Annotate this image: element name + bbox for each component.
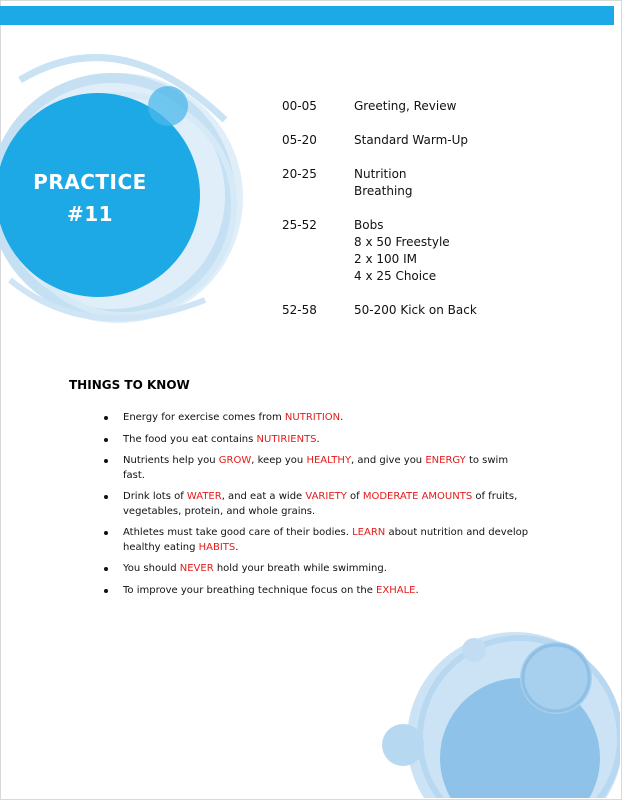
bullet-dot-icon [104,531,108,535]
bullet-text: , keep you [251,455,307,466]
bullet-item [104,526,529,555]
bullet-text: Drink lots of [123,491,187,502]
bullet-text: You should [123,563,180,574]
schedule-time: 25-52 [282,218,317,232]
schedule-activity: Bobs [354,218,384,232]
schedule-activity: 4 x 25 Choice [354,269,437,283]
schedule-activity: Breathing [354,184,413,198]
schedule-activities [354,132,477,149]
bullet-text: about nutrition and develop healthy eating [123,527,529,553]
schedule-time: 00-05 [282,99,317,113]
bullet-text: to swim fast. [123,455,509,481]
bullet-dot-icon [104,495,108,499]
bullet-text: , and eat a wide [221,491,306,502]
bullet-dot-icon [104,459,108,463]
highlighted-keyword: HEALTHY [306,455,352,466]
schedule-activities [354,302,477,319]
practice-title-line1: PRACTICE [33,170,147,194]
bullet-text: . [235,541,239,553]
schedule-activity: Nutrition [354,167,407,181]
bullet-text: To improve your breathing technique focus on the [123,584,377,596]
highlighted-keyword: WATER [186,491,222,502]
bullet-item [104,411,529,426]
schedule-activities [354,217,477,285]
bullet-item [104,433,529,448]
schedule-row [282,98,477,115]
highlighted-keyword: NEVER [179,563,214,574]
bullet-item [104,490,529,519]
bullet-text: . [415,584,419,596]
bullet-dot-icon [104,416,108,420]
highlighted-keyword: VARIETY [305,491,347,502]
bullet-text: of fruits, vegetables, protein, and whole grains. [123,491,518,517]
bullet-text: The food you eat contains [123,433,257,445]
schedule-activity: 8 x 50 Freestyle [354,235,450,249]
highlighted-keyword: EXHALE [376,584,416,596]
schedule-row [282,302,477,319]
schedule-time: 52-58 [282,303,317,317]
bullet-text: , and give you [351,455,426,466]
highlighted-keyword: GROW [218,455,252,466]
schedule-activities [354,98,477,115]
bullet-text: of [346,491,363,502]
schedule-activity: 2 x 100 IM [354,252,417,266]
bullet-text: Nutrients help you [123,455,219,466]
schedule-time: 05-20 [282,133,317,147]
bullet-dot-icon [104,567,108,571]
schedule-activity: Greeting, Review [354,99,457,113]
things-to-know-list [104,411,529,605]
schedule-activity: Standard Warm-Up [354,133,468,147]
highlighted-keyword: LEARN [352,527,386,538]
bullet-text: . [340,412,344,423]
bullet-text: hold your breath while swimming. [213,563,387,574]
practice-schedule [282,98,477,319]
bullet-dot-icon [104,438,108,442]
highlighted-keyword: NUTRITION [284,412,341,423]
practice-title [10,166,170,230]
highlighted-keyword: HABITS [198,541,236,553]
highlighted-keyword: MODERATE AMOUNTS [362,491,473,502]
bullet-dot-icon [104,589,108,593]
schedule-time: 20-25 [282,167,317,181]
highlighted-keyword: ENERGY [425,455,466,466]
schedule-activities [354,166,477,200]
bullet-item [104,454,529,483]
bullet-text: Athletes must take good care of their bodies. [123,527,353,538]
schedule-row [282,132,477,149]
schedule-row [282,166,477,200]
schedule-row [282,217,477,285]
schedule-activity: 50-200 Kick on Back [354,303,477,317]
bullet-text: . [316,433,320,445]
bullet-item [104,584,529,599]
things-to-know-heading: THINGS TO KNOW [69,378,190,392]
bottom-bubbles-graphic [370,620,620,798]
practice-number: #11 [66,202,114,226]
bullet-text: Energy for exercise comes from [123,412,285,423]
highlighted-keyword: NUTIRIENTS [256,433,317,445]
bullet-item [104,562,529,577]
